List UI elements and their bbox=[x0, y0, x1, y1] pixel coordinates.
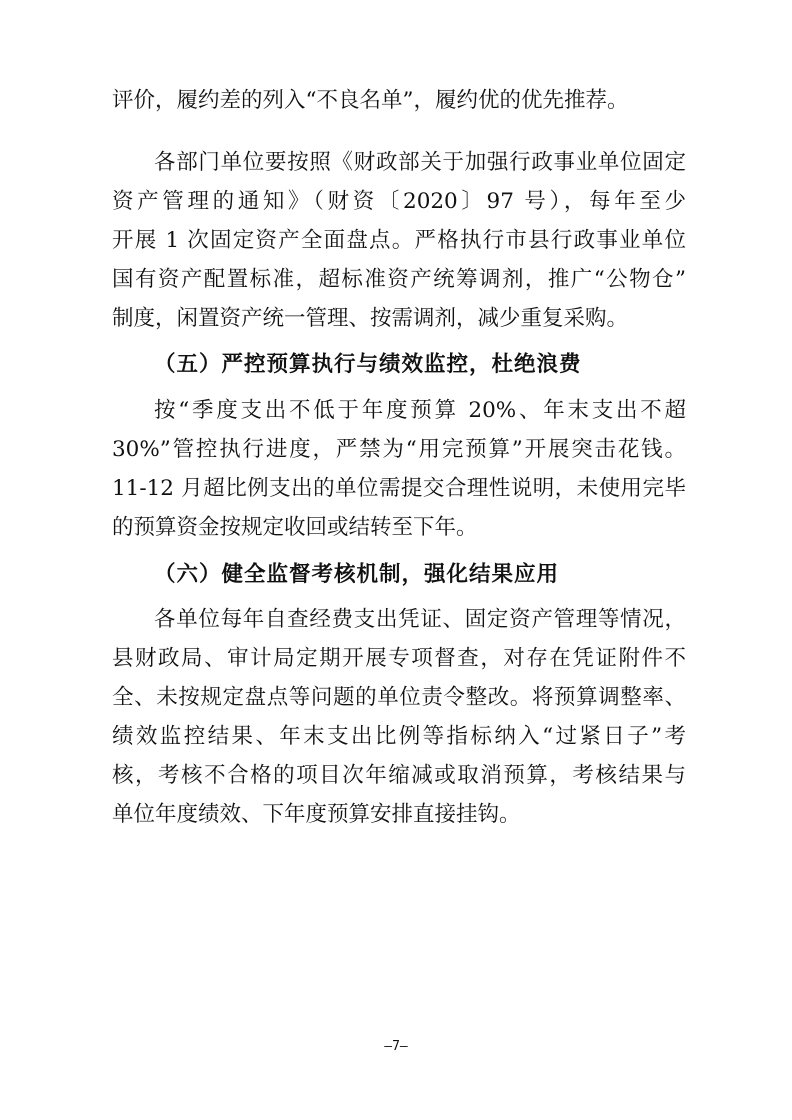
paragraph-line: 按“季度支出不低于年度预算 20%、年末支出不超 bbox=[154, 398, 686, 423]
paragraph-line: 制度，闲置资产统一管理、按需调剂，减少重复采购。 bbox=[112, 306, 629, 331]
paragraph-line: 资产管理的通知》（财资〔2020〕97 号），每年至少 bbox=[112, 189, 686, 214]
paragraph-line: 11-12 月超比例支出的单位需提交合理性说明，未使用完毕 bbox=[112, 476, 686, 501]
section-heading-six: （六）健全监督考核机制，强化结果应用 bbox=[154, 562, 560, 587]
paragraph-line: 各部门单位要按照《财政部关于加强行政事业单位固定 bbox=[154, 150, 686, 175]
paragraph-line: 核，考核不合格的项目次年缩减或取消预算，考核结果与 bbox=[112, 763, 686, 788]
paragraph-line: 县财政局、审计局定期开展专项督查，对存在凭证附件不 bbox=[112, 646, 686, 671]
paragraph-line: 单位年度绩效、下年度预算安排直接挂钩。 bbox=[112, 802, 521, 827]
paragraph-line: 开展 1 次固定资产全面盘点。严格执行市县行政事业单位 bbox=[112, 228, 686, 253]
section-heading-five: （五）严控预算执行与绩效监控，杜绝浪费 bbox=[154, 352, 582, 377]
paragraph-line: 各单位每年自查经费支出凭证、固定资产管理等情况， bbox=[154, 607, 686, 632]
paragraph-line: 绩效监控结果、年末支出比例等指标纳入“过紧日子”考 bbox=[112, 724, 686, 749]
paragraph-line: 国有资产配置标准，超标准资产统筹调剂，推广“公物仓” bbox=[112, 267, 686, 292]
page-number: —7— bbox=[384, 1039, 408, 1054]
paragraph-line: 评价，履约差的列入“不良名单”，履约优的优先推荐。 bbox=[112, 88, 629, 113]
paragraph-line: 全、未按规定盘点等问题的单位责令整改。将预算调整率、 bbox=[112, 685, 686, 710]
paragraph-line: 30%”管控执行进度，严禁为“用完预算”开展突击花钱。 bbox=[112, 437, 686, 462]
paragraph-line: 的预算资金按规定收回或结转至下年。 bbox=[112, 515, 478, 540]
